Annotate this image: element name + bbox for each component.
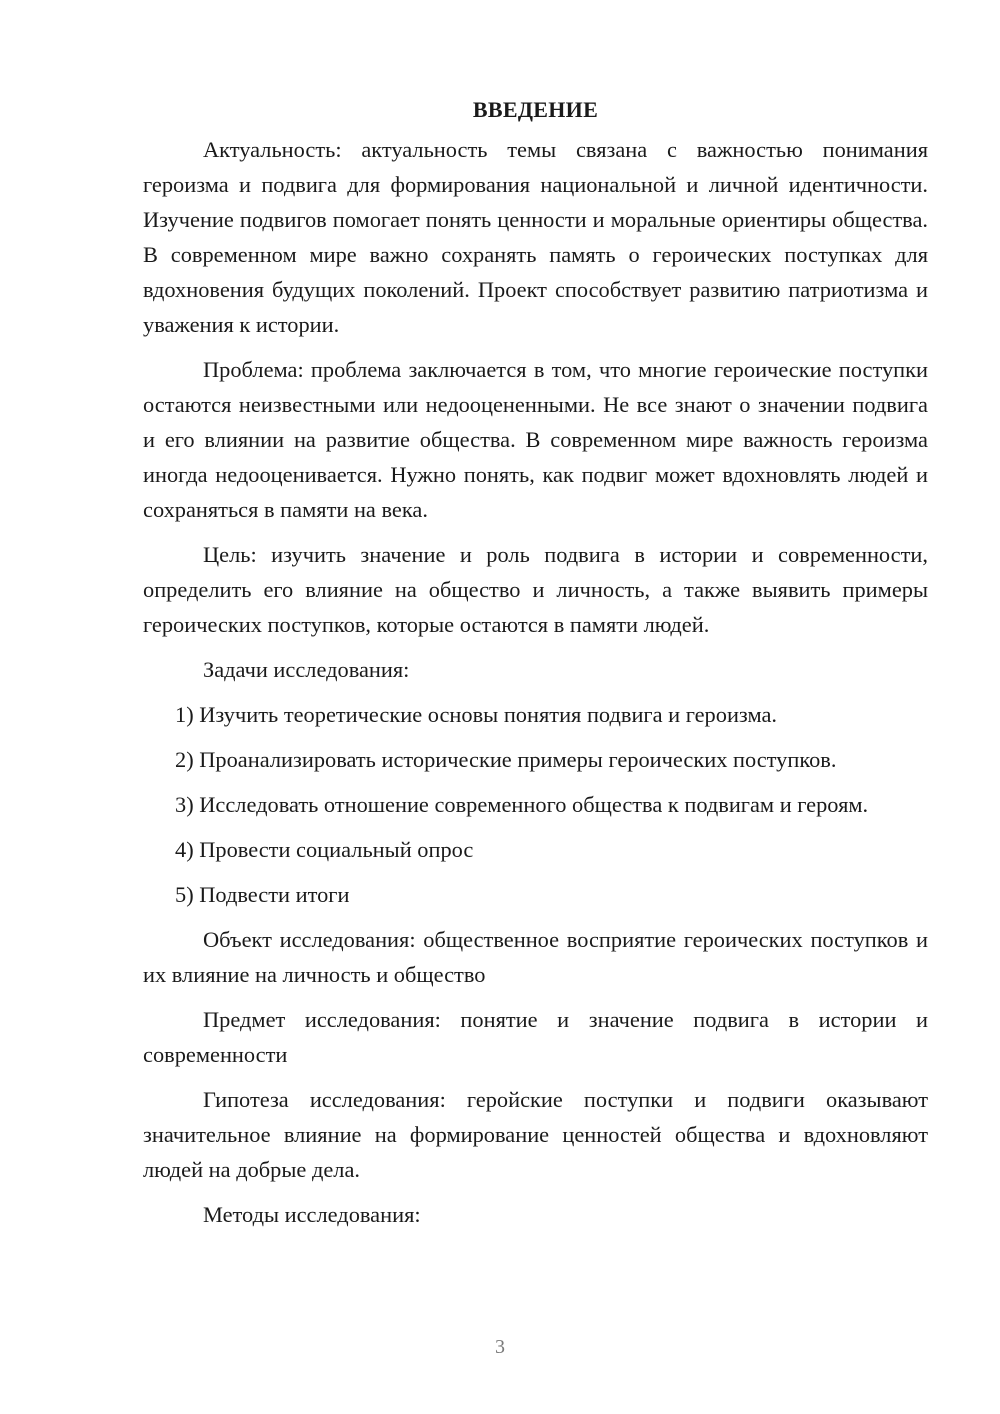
tasks-title: Задачи исследования:	[203, 657, 410, 682]
task-item-1: 1) Изучить теоретические основы понятия подвига и героизма.	[175, 702, 777, 727]
task-item-3: 3) Исследовать отношение современного общества к подвигам и героям.	[175, 792, 869, 817]
task-item-4: 4) Провести социальный опрос	[175, 837, 474, 862]
page-title: ВВЕДЕНИЕ	[472, 97, 599, 122]
methods-title: Методы исследования:	[203, 1202, 421, 1227]
document-page	[143, 96, 928, 1232]
task-item-5: 5) Подвести итоги	[175, 882, 350, 907]
paragraph-problem: Проблема: проблема заключается в том, что многие героические поступки остаются неизвестными или недооцененными. Не все знают о значении подвига и его влиянии на развитие общества. В современном мире важность героизма иногда недооценивается. Нужно понять, как подвиг может вдохновлять людей и сохраняться в памяти на века.	[143, 357, 928, 522]
paragraph-goal: Цель: изучить значение и роль подвига в истории и современности, определить его влияние на общество и личность, а также выявить примеры героических поступков, которые остаются в памяти людей.	[143, 542, 928, 637]
paragraph-subject: Предмет исследования: понятие и значение подвига в истории и современности	[143, 1007, 928, 1067]
task-item-2: 2) Проанализировать исторические примеры героических поступков.	[175, 747, 837, 772]
paragraph-relevance: Актуальность: актуальность темы связана с важностью понимания героизма и подвига для формирования национальной и личной идентичности. Изучение подвигов помогает понять ценности и моральные ориентиры общества. В современном мире важно сохранять память о героических поступках для вдохновения будущих поколений. Проект способствует развитию патриотизма и уважения к истории.	[143, 137, 928, 337]
paragraph-object: Объект исследования: общественное восприятие героических поступков и их влияние на личность и общество	[143, 927, 928, 987]
paragraph-hypothesis: Гипотеза исследования: геройские поступки и подвиги оказывают значительное влияние на формирование ценностей общества и вдохновляют людей на добрые дела.	[143, 1087, 928, 1182]
page-number: 3	[495, 1336, 505, 1358]
